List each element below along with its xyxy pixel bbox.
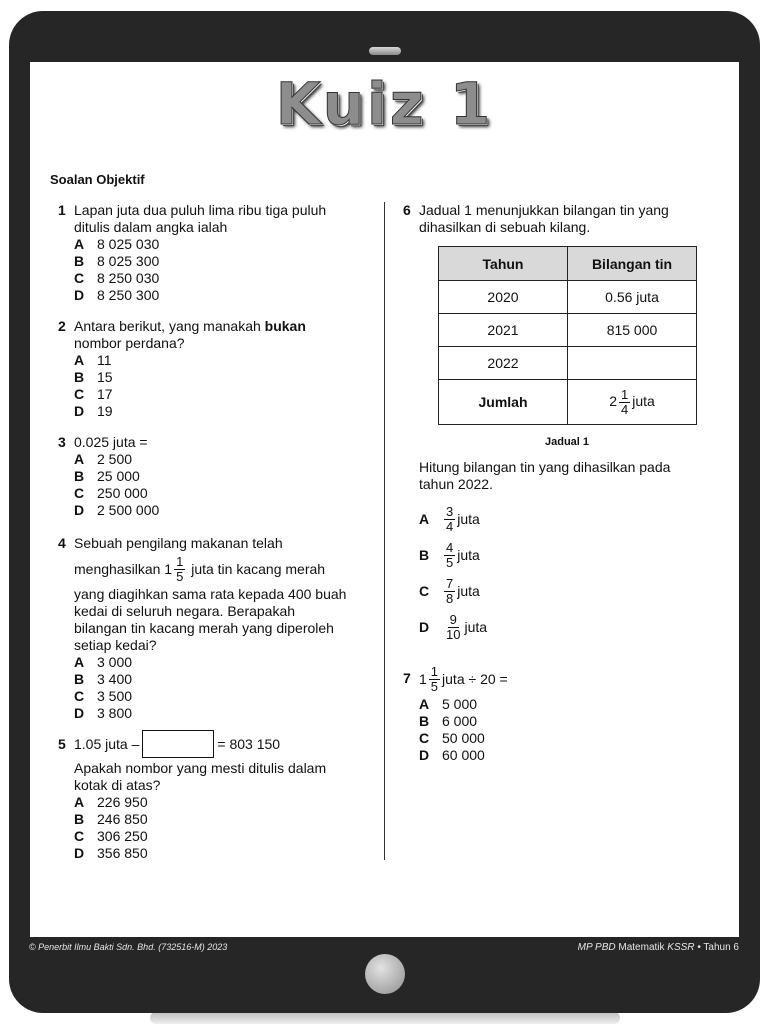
question-2 <box>58 318 374 420</box>
question-text: kedai di seluruh negara. Berapakah <box>74 603 296 619</box>
question-number: 1 <box>58 202 66 218</box>
option-c[interactable]: C 50 000 <box>419 730 485 746</box>
fraction: $\frac{4}{5}$ <box>446 539 454 570</box>
option-b[interactable]: B 25 000 <box>74 468 140 484</box>
option-c[interactable]: C 17 <box>74 386 113 402</box>
option-c[interactable]: C $\frac{7}{8}$ juta <box>419 575 480 606</box>
question-7 <box>403 662 719 764</box>
answer-box[interactable] <box>142 730 214 758</box>
question-text: 1.05 juta – = 803 150 <box>74 728 379 760</box>
device-shadow <box>150 1012 620 1024</box>
question-text: Sebuah pengilang makanan telah <box>74 535 283 551</box>
option-a[interactable]: A $\frac{3}{4}$ juta <box>419 503 480 534</box>
option-b[interactable]: B 6 000 <box>419 713 478 729</box>
option-b[interactable]: B 246 850 <box>74 811 148 827</box>
question-1 <box>58 202 374 304</box>
section-heading: Soalan Objektif <box>50 172 145 187</box>
question-text: bilangan tin kacang merah yang diperoleh <box>74 620 334 636</box>
page-title: Kuiz 1 <box>275 70 494 138</box>
table-header-row <box>439 247 697 281</box>
table-row <box>439 314 697 347</box>
option-a[interactable]: A 11 <box>74 352 112 368</box>
page-screen <box>30 62 739 937</box>
question-text: 1 $\frac{1}{5}$ juta ÷ 20 = <box>419 663 508 694</box>
fraction: $\frac{3}{4}$ <box>446 503 454 534</box>
question-text: Lapan juta dua puluh lima ribu tiga puluh <box>74 202 327 218</box>
option-c[interactable]: C 3 500 <box>74 688 133 704</box>
table-cell: 2022 <box>439 347 568 380</box>
option-d[interactable]: D $\frac{9}{10}$ juta <box>419 611 488 642</box>
table-caption: Jadual 1 <box>544 436 590 448</box>
option-a[interactable]: A 5 000 <box>419 696 478 712</box>
column-header: Tahun <box>439 247 568 281</box>
question-text: yang diagihkan sama rata kepada 400 buah <box>74 586 347 602</box>
question-text: Jadual 1 menunjukkan bilangan tin yang <box>419 202 669 218</box>
question-text: Apakah nombor yang mesti ditulis dalam <box>74 760 327 776</box>
question-text: nombor perdana? <box>74 335 185 351</box>
option-b[interactable]: B 8 025 300 <box>74 253 160 269</box>
fraction: $\frac{9}{10}$ <box>446 611 461 642</box>
question-number: 5 <box>58 736 66 752</box>
emphasis-text: bukan <box>264 318 306 334</box>
option-d[interactable]: D 3 800 <box>74 705 133 721</box>
question-text: dihasilkan di sebuah kilang. <box>419 219 591 235</box>
question-number: 3 <box>58 434 66 450</box>
fraction: $\frac{7}{8}$ <box>446 575 454 606</box>
option-d[interactable]: D 356 850 <box>74 845 148 861</box>
question-6 <box>403 202 719 236</box>
fraction: $\frac{1}{4}$ <box>620 386 629 417</box>
table-cell: 2021 <box>439 314 568 347</box>
table-cell: 815 000 <box>568 314 697 347</box>
column-header: Bilangan tin <box>568 247 697 281</box>
question-number: 2 <box>58 318 66 334</box>
question-text: 0.025 juta = <box>74 434 148 450</box>
option-a[interactable]: A 2 500 <box>74 451 133 467</box>
question-text: Hitung bilangan tin yang dihasilkan pada <box>419 459 671 475</box>
fraction: $\frac{1}{5}$ <box>176 553 184 584</box>
option-d[interactable]: D 60 000 <box>419 747 485 763</box>
option-a[interactable]: A 3 000 <box>74 654 133 670</box>
question-text: menghasilkan 1 $\frac{1}{5}$ juta tin kacang merah <box>74 553 326 584</box>
table-cell <box>568 347 697 380</box>
question-text: setiap kedai? <box>74 637 157 653</box>
footer-book-info: MP PBD Matematik KSSR • Tahun 6 <box>577 942 739 953</box>
question-3 <box>58 434 374 519</box>
question-number: 4 <box>58 535 66 551</box>
table-cell: 2020 <box>439 281 568 314</box>
home-button[interactable] <box>365 954 405 994</box>
table-row <box>439 347 697 380</box>
table-cell: Jumlah <box>439 380 568 425</box>
option-c[interactable]: C 8 250 030 <box>74 270 160 286</box>
option-a[interactable]: A 8 025 030 <box>74 236 160 252</box>
question-text: ditulis dalam angka ialah <box>74 219 228 235</box>
option-b[interactable]: B 15 <box>74 369 113 385</box>
option-d[interactable]: D 19 <box>74 403 113 419</box>
option-c[interactable]: C 306 250 <box>74 828 148 844</box>
option-a[interactable]: A 226 950 <box>74 794 148 810</box>
question-text: kotak di atas? <box>74 777 161 793</box>
question-6-prompt <box>419 459 719 645</box>
question-4 <box>58 535 379 722</box>
option-b[interactable]: B $\frac{4}{5}$ juta <box>419 539 480 570</box>
question-number: 7 <box>403 670 411 686</box>
option-c[interactable]: C 250 000 <box>74 485 148 501</box>
option-d[interactable]: D 2 500 000 <box>74 502 160 518</box>
speaker-slot <box>369 47 401 55</box>
option-b[interactable]: B 3 400 <box>74 671 133 687</box>
column-divider <box>384 202 385 860</box>
data-table <box>438 246 697 425</box>
footer-copyright: © Penerbit Ilmu Bakti Sdn. Bhd. (732516-M) 2023 <box>29 942 228 952</box>
option-d[interactable]: D 8 250 300 <box>74 287 160 303</box>
table-cell: 2 $\frac{1}{4}$ juta <box>568 380 697 425</box>
table-total-row <box>439 380 697 425</box>
question-5 <box>58 728 379 862</box>
table-cell: 0.56 juta <box>568 281 697 314</box>
question-text: tahun 2022. <box>419 476 493 492</box>
fraction: $\frac{1}{5}$ <box>430 663 439 694</box>
question-number: 6 <box>403 202 411 218</box>
table-row <box>439 281 697 314</box>
question-text: Antara berikut, yang manakah bukan <box>74 318 306 334</box>
